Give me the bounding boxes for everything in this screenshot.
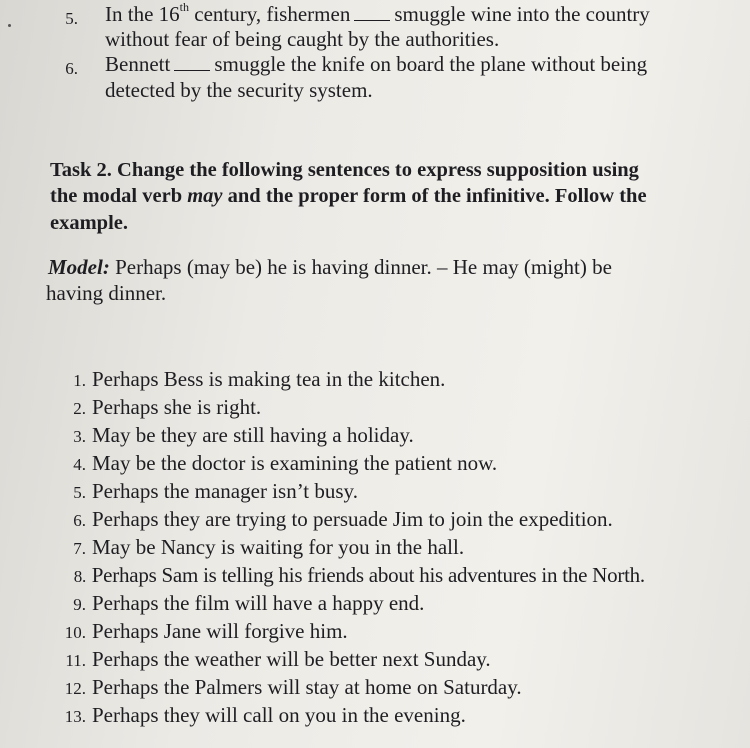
model-line-1: Model: Perhaps (may be) he is having dinner. – He may (might) be — [48, 255, 612, 279]
list-item: 12. Perhaps the Palmers will stay at home on Saturday. — [64, 675, 522, 699]
list-item: 1. Perhaps Bess is making tea in the kitchen. — [73, 367, 446, 391]
task-line-2: the modal verb may and the proper form of the infinitive. Follow the — [50, 185, 647, 207]
answer-blank[interactable] — [174, 52, 210, 71]
task-line-3: example. — [50, 212, 128, 234]
model-line-2: having dinner. — [46, 281, 167, 305]
item-text-line2: without fear of being caught by the authorities. — [105, 27, 500, 51]
list-item: 9. Perhaps the film will have a happy end. — [73, 591, 425, 615]
task-line-1: Task 2. Change the following sentences to express supposition using — [50, 159, 639, 181]
item-text-line2: detected by the security system. — [105, 78, 373, 102]
list-item: 3. May be they are still having a holiday. — [73, 423, 414, 447]
item-text-line1: Bennett smuggle the knife on board the plane without being — [105, 52, 648, 76]
list-item: 7. May be Nancy is waiting for you in the hall. — [73, 535, 465, 559]
item-number: 5. — [65, 9, 78, 28]
list-item: 6. Perhaps they are trying to persuade Jim to join the expedition. — [73, 507, 613, 531]
list-item: 13. Perhaps they will call on you in the evening. — [64, 703, 466, 727]
list-item: 8. Perhaps Sam is telling his friends about his adventures in the North. — [73, 563, 645, 587]
page-mark — [8, 24, 11, 27]
list-item: 2. Perhaps she is right. — [73, 395, 262, 419]
item-number: 6. — [65, 59, 78, 78]
list-item: 11. Perhaps the weather will be better next Sunday. — [65, 647, 491, 671]
answer-blank[interactable] — [354, 2, 390, 21]
item-text-line1: In the 16th century, fishermen smuggle wine into the country — [105, 0, 650, 26]
list-item: 5. Perhaps the manager isn’t busy. — [73, 479, 358, 503]
list-item: 4. May be the doctor is examining the patient now. — [73, 451, 498, 475]
list-item: 10. Perhaps Jane will forgive him. — [64, 619, 348, 643]
